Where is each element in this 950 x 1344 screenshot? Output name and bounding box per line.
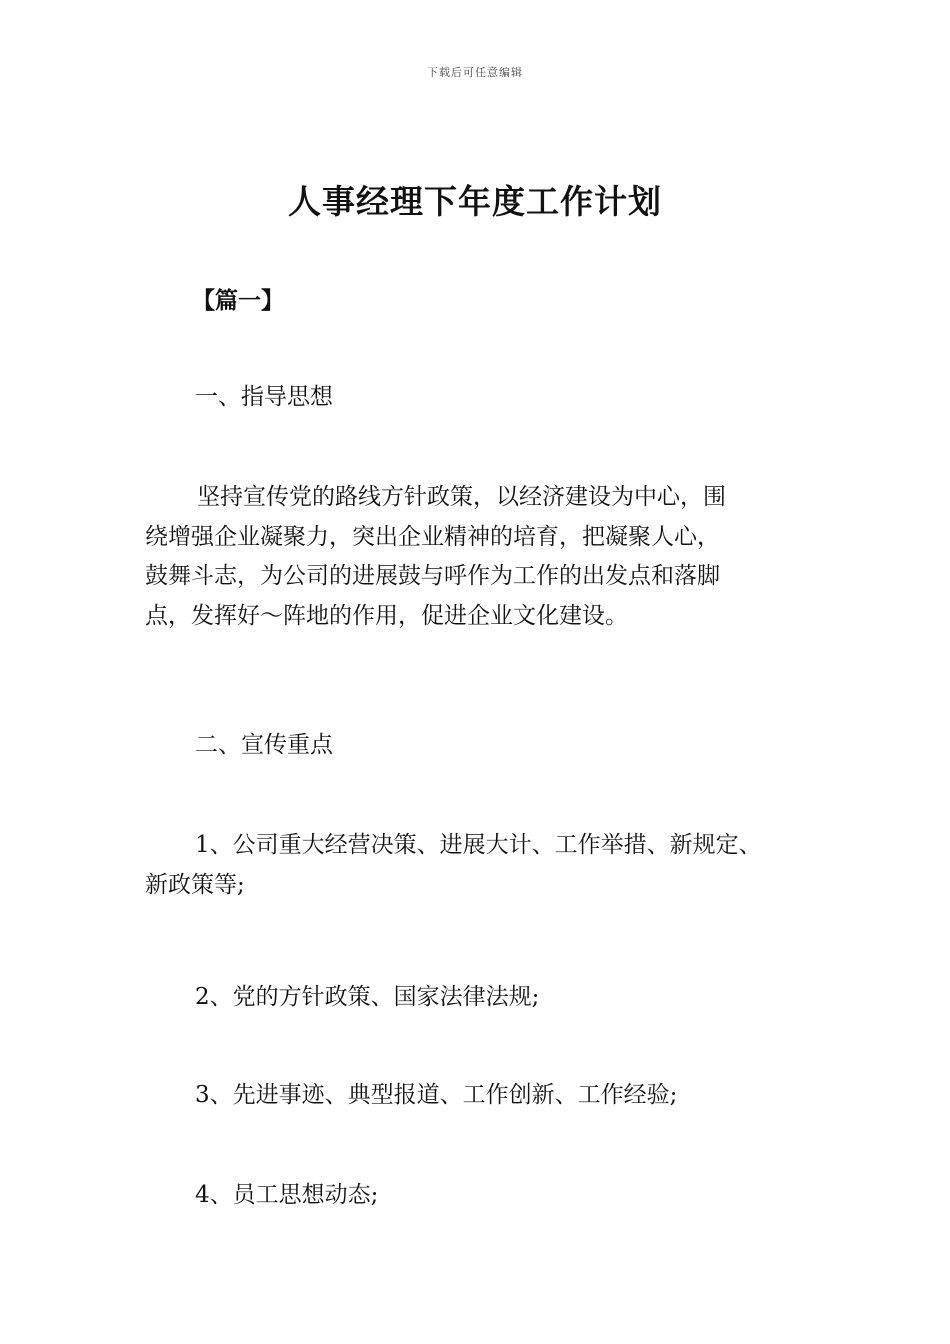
- list-item-3: 3、先进事迹、典型报道、工作创新、工作经验;: [195, 1082, 678, 1108]
- paragraph-line: 坚持宣传党的路线方针政策，以经济建设为中心，围: [197, 484, 726, 510]
- list-item-1: [145, 826, 825, 905]
- paragraph-line: 点，发挥好～阵地的作用，促进企业文化建设。: [145, 602, 628, 629]
- document-title: 人事经理下年度工作计划: [288, 182, 662, 221]
- header-note: 下载后可任意编辑: [427, 66, 523, 79]
- list-item-line: 新政策等;: [145, 871, 245, 898]
- list-item-line: 1、公司重大经营决策、进展大计、工作举措、新规定、: [195, 832, 762, 858]
- list-item-2: 2、党的方针政策、国家法律法规;: [195, 984, 540, 1010]
- list-item-4: 4、员工思想动态;: [195, 1182, 379, 1208]
- paragraph-guiding-ideology: [145, 478, 825, 636]
- section-tag: 【篇一】: [192, 288, 284, 314]
- heading-guiding-ideology: 一、指导思想: [195, 384, 333, 410]
- paragraph-line: 鼓舞斗志，为公司的进展鼓与呼作为工作的出发点和落脚: [145, 563, 720, 589]
- heading-publicity-focus: 二、宣传重点: [195, 732, 333, 758]
- paragraph-line: 绕增强企业凝聚力，突出企业精神的培育，把凝聚人心，: [145, 523, 720, 550]
